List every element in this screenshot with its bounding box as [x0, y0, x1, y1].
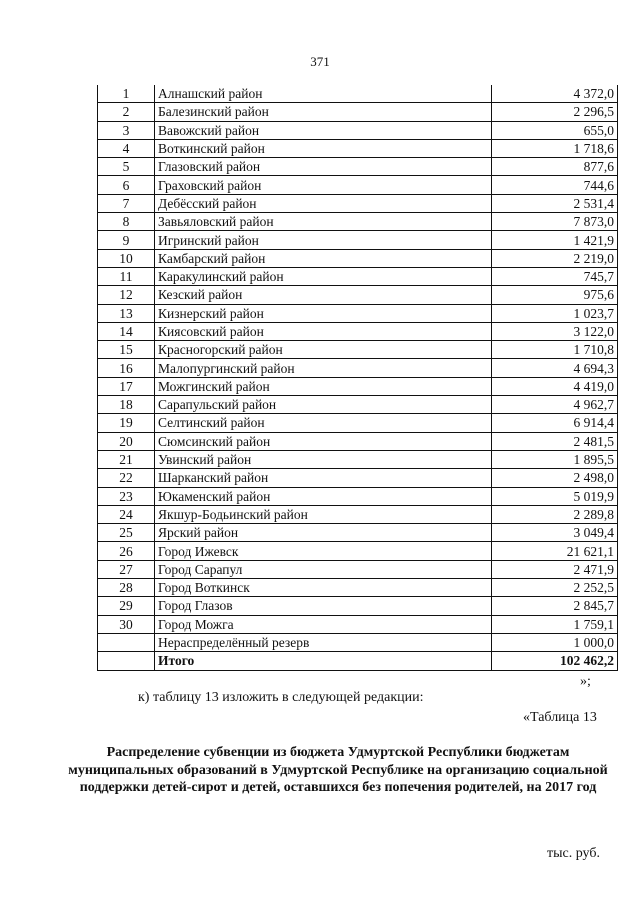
- row-number: 11: [98, 267, 155, 285]
- row-number: 23: [98, 487, 155, 505]
- row-number: 16: [98, 359, 155, 377]
- row-number: 1: [98, 85, 155, 103]
- municipality-name: Игринский район: [155, 231, 492, 249]
- municipality-name: Балезинский район: [155, 103, 492, 121]
- municipality-name: Юкаменский район: [155, 487, 492, 505]
- row-number: 5: [98, 158, 155, 176]
- subsidy-amount: 2 471,9: [492, 560, 618, 578]
- municipality-name: Город Можга: [155, 615, 492, 633]
- municipality-name: Город Сарапул: [155, 560, 492, 578]
- subsidy-amount: 1 023,7: [492, 304, 618, 322]
- table-row: [98, 432, 618, 450]
- row-number: 25: [98, 524, 155, 542]
- row-number: 22: [98, 469, 155, 487]
- municipality-name: Якшур-Бодьинский район: [155, 505, 492, 523]
- municipality-name: Ярский район: [155, 524, 492, 542]
- subsidy-amount: 655,0: [492, 121, 618, 139]
- row-number: [98, 633, 155, 651]
- row-number: 17: [98, 377, 155, 395]
- table-row: [98, 542, 618, 560]
- municipality-name: Глазовский район: [155, 158, 492, 176]
- total-amount: 102 462,2: [492, 652, 618, 670]
- table-label: «Таблица 13: [523, 710, 597, 725]
- municipality-name: Кезский район: [155, 286, 492, 304]
- row-number: 26: [98, 542, 155, 560]
- subsidy-amount: 2 845,7: [492, 597, 618, 615]
- row-number: [98, 652, 155, 670]
- subsidy-amount: 2 481,5: [492, 432, 618, 450]
- subsidy-amount: 5 019,9: [492, 487, 618, 505]
- subsidy-amount: 2 498,0: [492, 469, 618, 487]
- row-number: 20: [98, 432, 155, 450]
- table-row: [98, 359, 618, 377]
- table-row: [98, 139, 618, 157]
- municipality-name: Нераспределённый резерв: [155, 633, 492, 651]
- row-number: 13: [98, 304, 155, 322]
- municipality-name: Кизнерский район: [155, 304, 492, 322]
- total-label: Итого: [155, 652, 492, 670]
- municipality-name: Можгинский район: [155, 377, 492, 395]
- subsidy-amount: 744,6: [492, 176, 618, 194]
- table-row: [98, 231, 618, 249]
- row-number: 29: [98, 597, 155, 615]
- document-heading: Распределение субвенции из бюджета Удмуртской Республики бюджетам муниципальных образований в Удмуртской Республике на организацию социальной поддержки детей-сирот и детей, оставшихся без попечения родителей, на 2017 год: [68, 745, 608, 795]
- subsidy-amount: 4 962,7: [492, 396, 618, 414]
- row-number: 4: [98, 139, 155, 157]
- table-row: [98, 158, 618, 176]
- row-number: 10: [98, 249, 155, 267]
- municipality-name: Алнашский район: [155, 85, 492, 103]
- subsidy-amount: 6 914,4: [492, 414, 618, 432]
- subsidy-amount: 1 710,8: [492, 341, 618, 359]
- row-number: 8: [98, 213, 155, 231]
- row-number: 9: [98, 231, 155, 249]
- subsidy-amount: 2 289,8: [492, 505, 618, 523]
- subsidy-amount: 4 694,3: [492, 359, 618, 377]
- row-number: 19: [98, 414, 155, 432]
- subsidy-amount: 2 531,4: [492, 194, 618, 212]
- table-row: [98, 469, 618, 487]
- table-row: [98, 487, 618, 505]
- municipality-name: Город Воткинск: [155, 579, 492, 597]
- municipality-name: Сарапульский район: [155, 396, 492, 414]
- municipality-name: Завьяловский район: [155, 213, 492, 231]
- row-number: 21: [98, 450, 155, 468]
- subsidy-amount: 745,7: [492, 267, 618, 285]
- municipality-name: Дебёсский район: [155, 194, 492, 212]
- table-row: [98, 615, 618, 633]
- subsidy-amount: 4 372,0: [492, 85, 618, 103]
- subsidy-amount: 2 252,5: [492, 579, 618, 597]
- table-row: [98, 304, 618, 322]
- row-number: 15: [98, 341, 155, 359]
- row-number: 27: [98, 560, 155, 578]
- subsidy-amount: 3 122,0: [492, 322, 618, 340]
- row-number: 28: [98, 579, 155, 597]
- municipality-name: Вавожский район: [155, 121, 492, 139]
- table-row: [98, 505, 618, 523]
- table-row: [98, 414, 618, 432]
- municipality-name: Воткинский район: [155, 139, 492, 157]
- table-row: [98, 524, 618, 542]
- table-row: [98, 121, 618, 139]
- row-number: 14: [98, 322, 155, 340]
- row-number: 30: [98, 615, 155, 633]
- table-row: [98, 341, 618, 359]
- subsidy-amount: 1 000,0: [492, 633, 618, 651]
- table-row: [98, 103, 618, 121]
- subsidy-amount: 4 419,0: [492, 377, 618, 395]
- subsidy-amount: 877,6: [492, 158, 618, 176]
- row-number: 6: [98, 176, 155, 194]
- subsidy-amount: 1 895,5: [492, 450, 618, 468]
- units-label: тыс. руб.: [547, 846, 600, 861]
- table-row: [98, 579, 618, 597]
- municipality-name: Город Глазов: [155, 597, 492, 615]
- row-number: 2: [98, 103, 155, 121]
- subsidy-amount: 7 873,0: [492, 213, 618, 231]
- municipality-name: Красногорский район: [155, 341, 492, 359]
- row-number: 3: [98, 121, 155, 139]
- page-number: 371: [310, 54, 330, 69]
- subsidy-amount: 975,6: [492, 286, 618, 304]
- table-row: [98, 396, 618, 414]
- row-number: 7: [98, 194, 155, 212]
- table-row: [98, 194, 618, 212]
- table-row: [98, 560, 618, 578]
- municipality-name: Каракулинский район: [155, 267, 492, 285]
- subsidy-amount: 3 049,4: [492, 524, 618, 542]
- table-row: [98, 377, 618, 395]
- table-row: [98, 249, 618, 267]
- municipality-name: Город Ижевск: [155, 542, 492, 560]
- table-row: [98, 450, 618, 468]
- municipality-name: Киясовский район: [155, 322, 492, 340]
- subsidy-amount: 2 219,0: [492, 249, 618, 267]
- subsidy-amount: 1 421,9: [492, 231, 618, 249]
- table-row: [98, 267, 618, 285]
- table-row: [98, 286, 618, 304]
- subsidy-amount: 1 759,1: [492, 615, 618, 633]
- table-row: [98, 85, 618, 103]
- municipality-name: Сюмсинский район: [155, 432, 492, 450]
- table-row: [98, 176, 618, 194]
- municipality-name: Увинский район: [155, 450, 492, 468]
- municipality-name: Шарканский район: [155, 469, 492, 487]
- municipality-name: Граховский район: [155, 176, 492, 194]
- municipality-name: Селтинский район: [155, 414, 492, 432]
- table-body: [98, 85, 618, 670]
- amendment-line: к) таблицу 13 изложить в следующей редакции:: [138, 690, 424, 705]
- row-number: 12: [98, 286, 155, 304]
- row-number: 24: [98, 505, 155, 523]
- municipality-name: Малопургинский район: [155, 359, 492, 377]
- row-number: 18: [98, 396, 155, 414]
- distribution-table: [97, 85, 618, 671]
- table-row: [98, 633, 618, 651]
- subsidy-amount: 2 296,5: [492, 103, 618, 121]
- table-row: [98, 213, 618, 231]
- subsidy-amount: 21 621,1: [492, 542, 618, 560]
- municipality-name: Камбарский район: [155, 249, 492, 267]
- total-row: [98, 652, 618, 670]
- table-row: [98, 597, 618, 615]
- subsidy-amount: 1 718,6: [492, 139, 618, 157]
- table-row: [98, 322, 618, 340]
- closing-quote: »;: [580, 674, 591, 689]
